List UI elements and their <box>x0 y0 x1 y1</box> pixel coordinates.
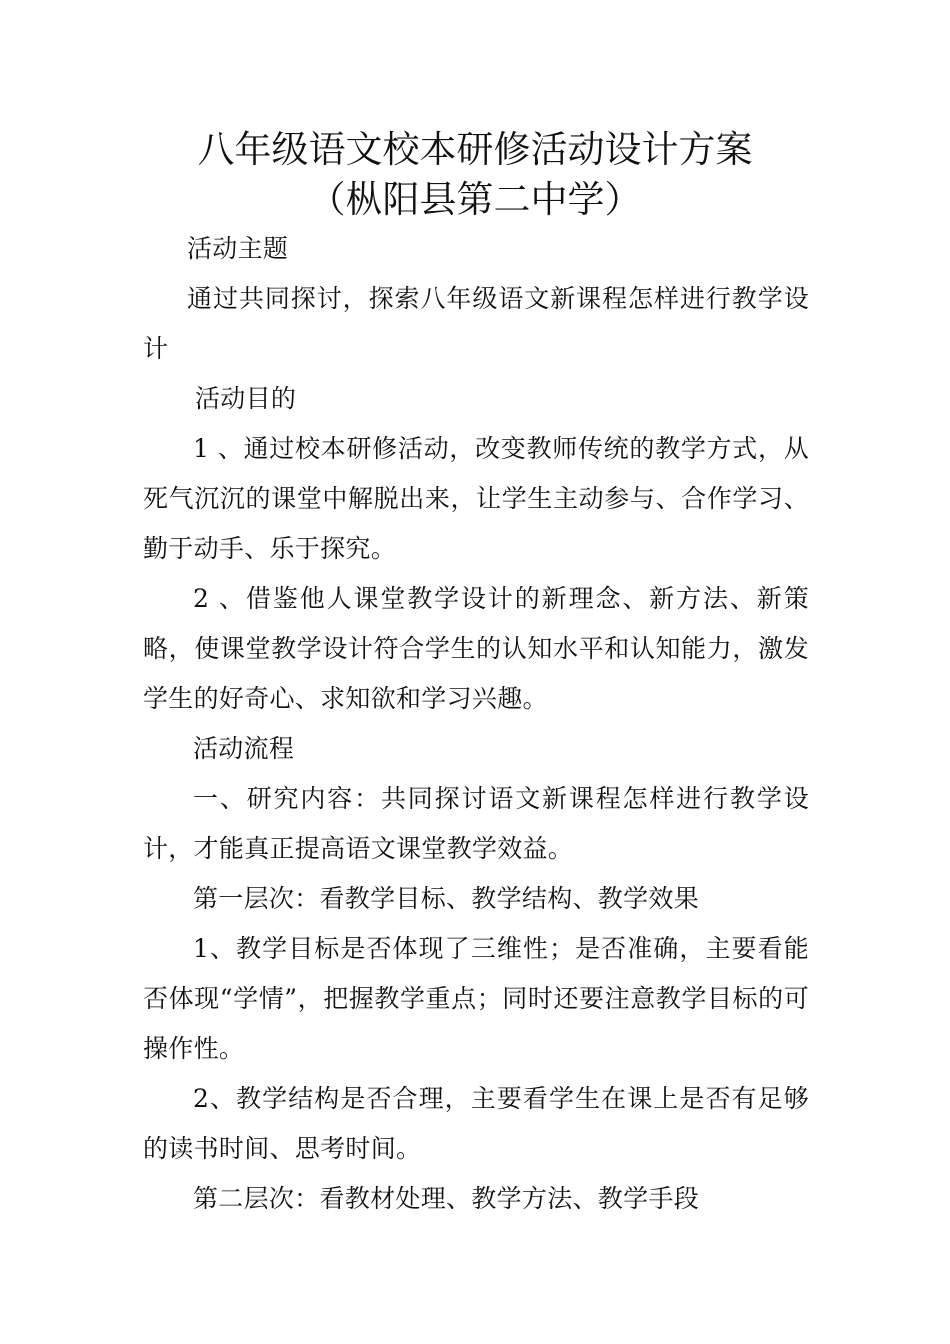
paragraph-purpose-1: 1 、通过校本研修活动，改变教师传统的教学方式，从死气沉沉的课堂中解脱出来，让学生主动参与、合作学习、勤于动手、乐于探究。 <box>143 434 809 563</box>
heading-activity-process: 活动流程 <box>193 734 295 763</box>
heading-level-two: 第二层次：看教材处理、教学方法、教学手段 <box>193 1184 700 1213</box>
document-title: 八年级语文校本研修活动设计方案 <box>197 128 753 171</box>
heading-activity-theme: 活动主题 <box>187 234 289 263</box>
heading-level-one: 第一层次：看教学目标、教学结构、教学效果 <box>193 884 700 913</box>
document-subtitle: （枞阳县第二中学） <box>308 178 642 221</box>
heading-activity-purpose: 活动目的 <box>195 384 297 413</box>
paragraph-activity-theme: 通过共同探讨，探索八年级语文新课程怎样进行教学设计 <box>143 284 809 363</box>
paragraph-level-one-item-2: 2、教学结构是否合理，主要看学生在课上是否有足够的读书时间、思考时间。 <box>143 1084 809 1163</box>
paragraph-purpose-2: 2 、借鉴他人课堂教学设计的新理念、新方法、新策略，使课堂教学设计符合学生的认知水平和认知能力，激发学生的好奇心、求知欲和学习兴趣。 <box>143 584 809 713</box>
paragraph-research-content: 一、研究内容：共同探讨语文新课程怎样进行教学设计，才能真正提高语文课堂教学效益。 <box>143 784 809 863</box>
paragraph-level-one-item-1: 1、教学目标是否体现了三维性；是否准确，主要看能否体现“学情”，把握教学重点；同时还要注意教学目标的可操作性。 <box>143 934 809 1063</box>
